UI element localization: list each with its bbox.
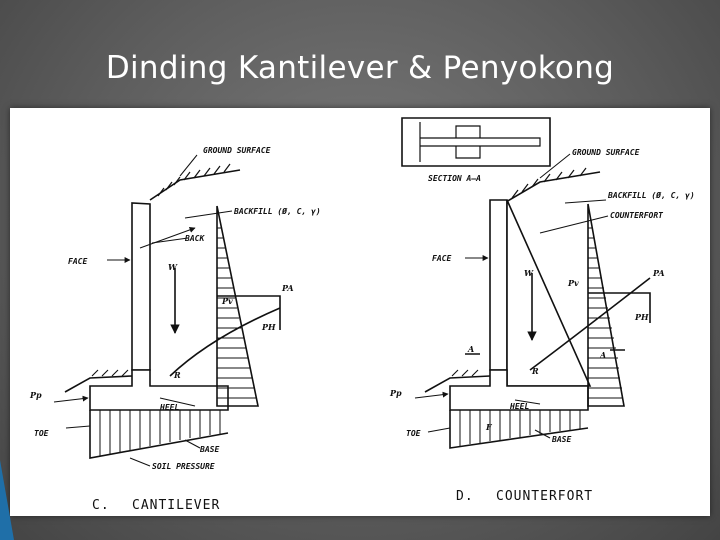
counterfort-diagram [402,118,650,448]
cantilever-pa-label: PA [282,283,294,293]
counterfort-toe-label: TOE [406,429,421,438]
counterfort-section-aa-label: SECTION A–A [428,174,481,183]
counterfort-pa-label: PA [653,268,665,278]
cantilever-stem [132,203,150,370]
cantilever-caption-name: CANTILEVER [132,498,221,513]
counterfort-pp-label: Pp [390,388,402,398]
cantilever-pp-label: Pp [30,390,42,400]
counterfort-heel-label: HEEL [510,402,530,411]
cantilever-face-label: FACE [68,257,88,266]
cantilever-w-label: W [168,262,177,272]
counterfort-base-label: BASE [552,435,572,444]
cantilever-back-label: BACK [185,234,205,243]
cantilever-caption-letter: C. [92,498,110,513]
cantilever-backfill-label: BACKFILL (Ø, C, γ) [234,207,321,216]
wall-diagrams [10,108,710,516]
counterfort-a-left-label: A [468,344,475,354]
cantilever-base [90,370,228,410]
counterfort-backfill-label: BACKFILL (Ø, C, γ) [608,191,695,200]
counterfort-pv-label: Pv [568,278,579,288]
counterfort-w-label: W [524,268,533,278]
counterfort-ground-surface-label: GROUND SURFACE [572,148,640,157]
section-aa-outline [402,118,550,166]
cantilever-ph-label: PH [262,322,276,332]
retaining-wall-figure [10,108,710,516]
cantilever-heel-label: HEEL [160,403,180,412]
cantilever-diagram [54,155,280,466]
counterfort-ph-label: PH [635,312,649,322]
counterfort-r-label: R [532,366,539,376]
counterfort-caption-name: COUNTERFORT [496,489,594,504]
cantilever-r-label: R [174,370,181,380]
counterfort-counterfort-label: COUNTERFORT [610,211,663,220]
counterfort-face-label: FACE [432,254,452,263]
counterfort-caption-letter: D. [456,489,474,504]
slide-corner-accent [0,460,14,540]
ground-surface-line [150,170,240,200]
cantilever-pv-label: Pv [222,296,233,306]
slide-title: Dinding Kantilever & Penyokong [105,50,615,86]
counterfort-f-label: F [486,422,492,432]
cantilever-toe-label: TOE [34,429,49,438]
cantilever-soil-pressure-label: SOIL PRESSURE [152,462,215,471]
cantilever-ground-surface-label: GROUND SURFACE [203,146,271,155]
counterfort-a-right-label: A [600,350,607,360]
cantilever-base-label: BASE [200,445,220,454]
